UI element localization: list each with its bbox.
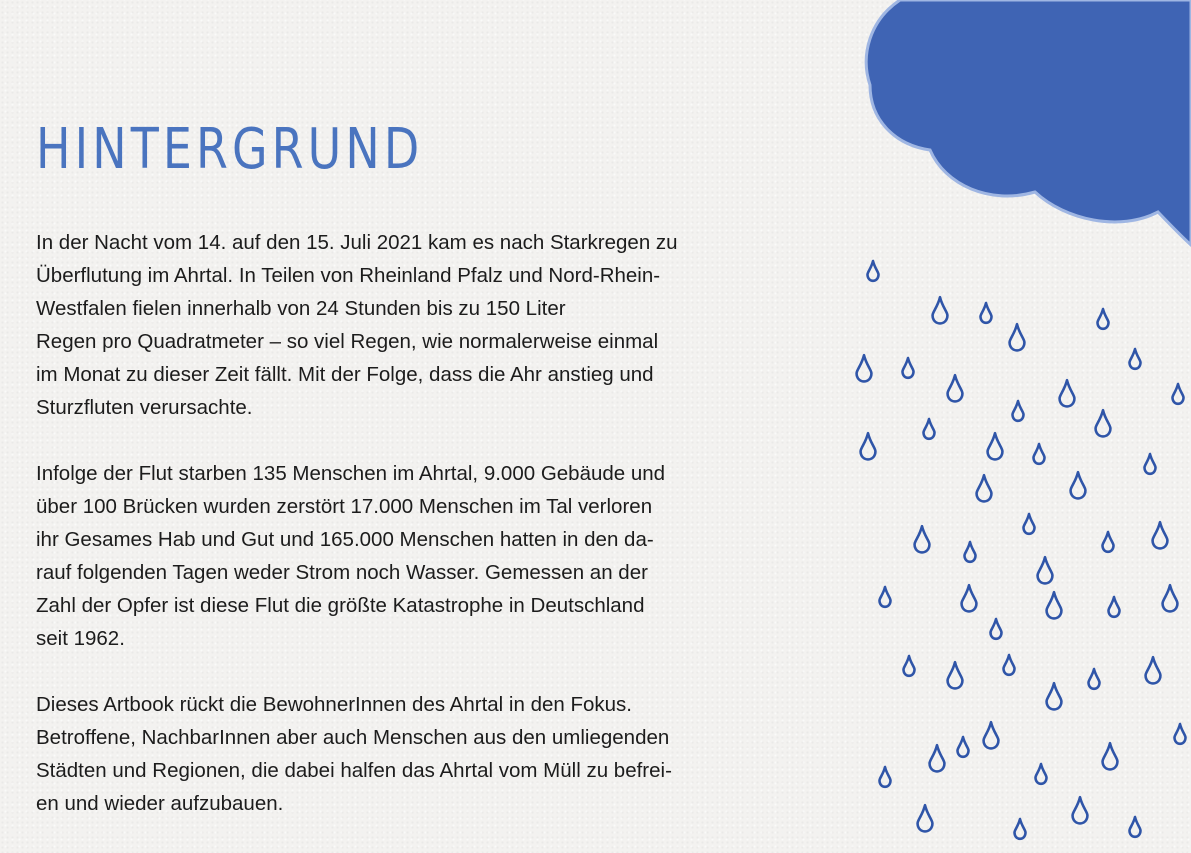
raindrop-icon bbox=[962, 585, 977, 611]
raindrop-icon bbox=[1010, 324, 1025, 350]
raindrop-icon bbox=[1036, 764, 1047, 784]
raindrop-icon bbox=[948, 375, 963, 401]
raindrop-icon bbox=[1047, 683, 1062, 709]
raindrop-icon bbox=[1073, 797, 1088, 823]
raindrop-icon bbox=[977, 475, 992, 501]
raindrop-icon bbox=[1089, 669, 1100, 689]
rain-illustration bbox=[840, 0, 1191, 842]
raindrop-icon bbox=[861, 433, 876, 459]
raindrop-icon bbox=[857, 355, 872, 381]
paragraph-consequences: Infolge der Flut starben 135 Menschen im Ahrtal, 9.000 Gebäude und über 100 Brücken wurden zerstört 17.000 Menschen im Tal verloren ihr Gesames Hab und Gut und 165.000 Menschen hatten in den da- rauf folgenden Tagen weder Strom noch Wasser. Gemessen an der Zahl der Opfer ist diese Flut die größte Katastrophe in Deutschland seit 1962. bbox=[36, 462, 666, 650]
raindrop-icon bbox=[1060, 380, 1075, 406]
raindrop-icon bbox=[1175, 724, 1186, 744]
raindrop-icon bbox=[1130, 817, 1141, 837]
page-title: HINTERGRUND bbox=[36, 117, 424, 182]
raindrop-icon bbox=[1103, 743, 1118, 769]
raindrop-icon bbox=[903, 358, 914, 378]
raindrop-icon bbox=[1038, 557, 1053, 583]
raindrop-icon bbox=[981, 303, 992, 323]
raindrop-icon bbox=[1103, 532, 1114, 552]
raindrop-icon bbox=[1145, 454, 1156, 474]
raindrop-icon bbox=[1153, 522, 1168, 548]
body-text bbox=[36, 226, 776, 853]
raindrop-icon bbox=[1130, 349, 1141, 369]
raindrop-icon bbox=[915, 526, 930, 552]
raindrop-icon bbox=[1047, 592, 1062, 618]
raindrop-icon bbox=[933, 297, 948, 323]
raindrop-icon bbox=[1173, 384, 1184, 404]
raindrop-icon bbox=[948, 662, 963, 688]
raindrop-icon bbox=[965, 542, 976, 562]
raindrop-icon bbox=[988, 433, 1003, 459]
rain-cloud-icon bbox=[866, 0, 1191, 245]
raindrop-icon bbox=[930, 745, 945, 771]
raindrop-icon bbox=[1096, 410, 1111, 436]
paragraph-artbook: Dieses Artbook rückt die BewohnerInnen des Ahrtal in den Fokus. Betroffene, NachbarInnen aber auch Menschen aus den umliegenden Städten und Regionen, die dabei halfen das Ahrtal vom Müll zu befrei- en und wieder aufzubauen. bbox=[36, 693, 672, 815]
raindrop-icon bbox=[1015, 819, 1026, 839]
raindrop-icon bbox=[904, 656, 915, 676]
raindrop-icon bbox=[868, 261, 879, 281]
raindrop-icon bbox=[1163, 585, 1178, 611]
raindrop-field bbox=[857, 261, 1186, 839]
raindrop-icon bbox=[991, 619, 1002, 639]
raindrop-icon bbox=[1034, 444, 1045, 464]
raindrop-icon bbox=[1013, 401, 1024, 421]
raindrop-icon bbox=[1109, 597, 1120, 617]
raindrop-icon bbox=[880, 767, 891, 787]
raindrop-icon bbox=[880, 587, 891, 607]
raindrop-icon bbox=[1146, 657, 1161, 683]
raindrop-icon bbox=[1024, 514, 1035, 534]
raindrop-icon bbox=[984, 722, 999, 748]
raindrop-icon bbox=[958, 737, 969, 757]
raindrop-icon bbox=[1071, 472, 1086, 498]
paragraph-intro: In der Nacht vom 14. auf den 15. Juli 2021 kam es nach Starkregen zu Überflutung im Ahrtal. In Teilen von Rheinland Pfalz und Nord-Rhein- Westfalen fielen innerhalb von 24 Stunden bis zu 150 Liter Regen pro Quadratmeter – so viel Regen, wie normalerweise einmal im Monat zu dieser Zeit fällt. Mit der Folge, dass die Ahr anstieg und Sturzfluten verursachte. bbox=[36, 231, 678, 419]
raindrop-icon bbox=[1004, 655, 1015, 675]
raindrop-icon bbox=[918, 805, 933, 831]
raindrop-icon bbox=[1098, 309, 1109, 329]
raindrop-icon bbox=[924, 419, 935, 439]
